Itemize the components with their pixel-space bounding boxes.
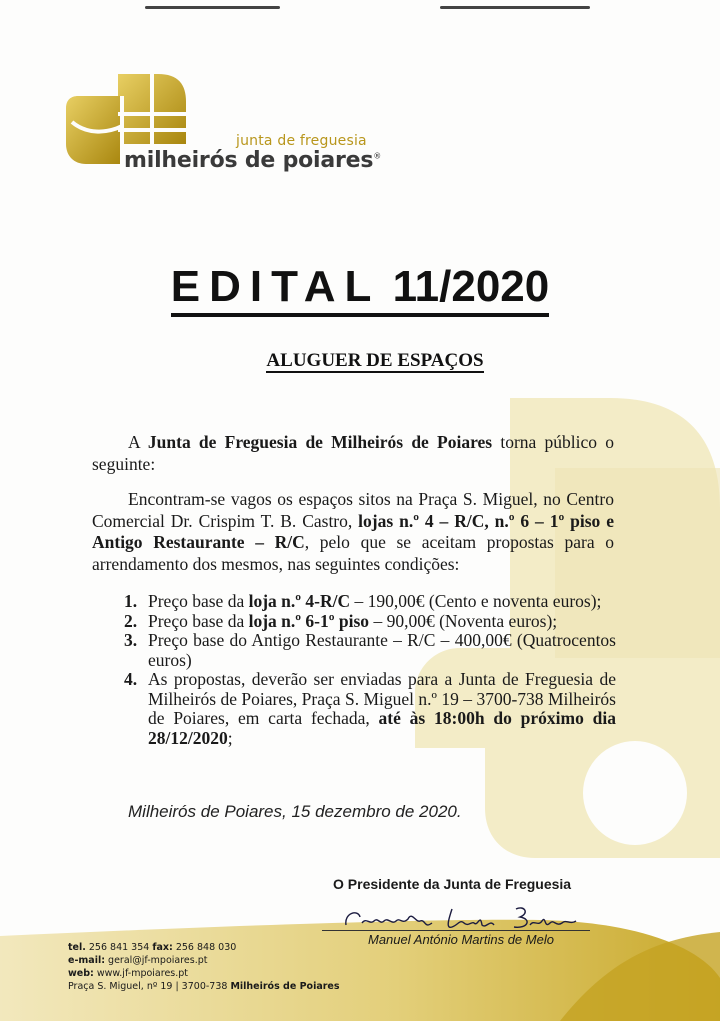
list-number: 1. [124,591,138,611]
signature-line [322,930,590,931]
page-title [0,262,720,312]
contact-block [68,941,340,993]
list-number: 4. [124,669,138,689]
web-label: web: [68,968,94,979]
item-text-end: ; [227,727,233,748]
item-bold: loja n.º 4-R/C [248,591,351,611]
address-value: Praça S. Miguel, nº 19 | 3700-738 [68,981,231,992]
fax-value: 256 848 030 [172,942,237,953]
logo-name [124,148,381,173]
contact-address [68,980,340,993]
scan-artifact-left [145,6,280,9]
fax-label: fax: [152,942,173,953]
subtitle-text: ALUGUER DE ESPAÇOS [266,350,484,371]
tel-label: tel. [68,942,86,953]
body-text-2: , pelo que se aceitam propostas para o arrendamento dos mesmos, nas seguintes condições: [92,532,614,574]
list-item [124,631,616,670]
item-text-end: – 190,00€ (Cento e noventa euros); [350,591,602,611]
item-text: Preço base do Antigo Restaurante – R/C – 400,00€ (Quatrocentos euros) [148,630,616,670]
item-text-end: – 90,00€ (Noventa euros); [369,610,558,631]
intro-tail: torna público o seguinte: [92,432,614,474]
list-item [124,670,616,748]
body-paragraph [92,489,614,575]
item-bold: loja n.º 6-1º piso [248,610,370,631]
intro-paragraph [92,432,614,475]
scan-artifact-right [440,6,590,9]
item-text: Preço base da [148,591,249,611]
logo-name-text: milheirós de poiares [124,148,374,173]
list-number: 3. [124,630,138,650]
list-item [124,612,616,632]
contact-phone [68,941,340,954]
email-label: e-mail: [68,955,106,966]
dateline: Milheirós de Poiares, 15 dezembro de 2020. [128,802,462,821]
contact-email [68,954,340,967]
title-word: EDITAL [171,262,381,317]
list-item [124,592,616,612]
list-number: 2. [124,610,138,631]
signatory-name: Manuel António Martins de Melo [368,932,554,947]
item-text: Preço base da [148,610,249,631]
item-text: As propostas, deverão ser enviadas para a Junta de Freguesia de Milheirós de Poiares, Praça S. Miguel n.º 19 – 3700-738 Milheirós de Poiares, em carta fechada, [148,669,616,728]
web-value: www.jf-mpoiares.pt [93,968,189,979]
contact-web [68,967,340,980]
intro-org: Junta de Freguesia de Milheirós de Poiares [147,432,493,452]
body-bold: lojas n.º 4 – R/C, n.º 6 – 1º piso e Antigo Restaurante – R/C [92,510,614,552]
logo-subtitle: junta de freguesia [236,133,367,149]
page-subtitle [0,350,720,372]
item-bold: até às 18:00h do próximo dia 28/12/2020 [148,708,616,748]
signatory-title: O Presidente da Junta de Freguesia [333,876,572,892]
title-number: 11/2020 [392,262,550,311]
body-text-1: Encontram-se vagos os espaços sitos na Praça S. Miguel, no Centro Comercial Dr. Crispim T. B. Castro, [92,489,614,531]
address-town: Milheirós de Poiares [230,981,340,992]
intro-lead: A [128,432,148,452]
email-value: geral@jf-mpoiares.pt [105,955,208,966]
registered-mark: ® [373,151,382,161]
tel-value: 256 841 354 [85,942,153,953]
conditions-list [124,592,616,748]
